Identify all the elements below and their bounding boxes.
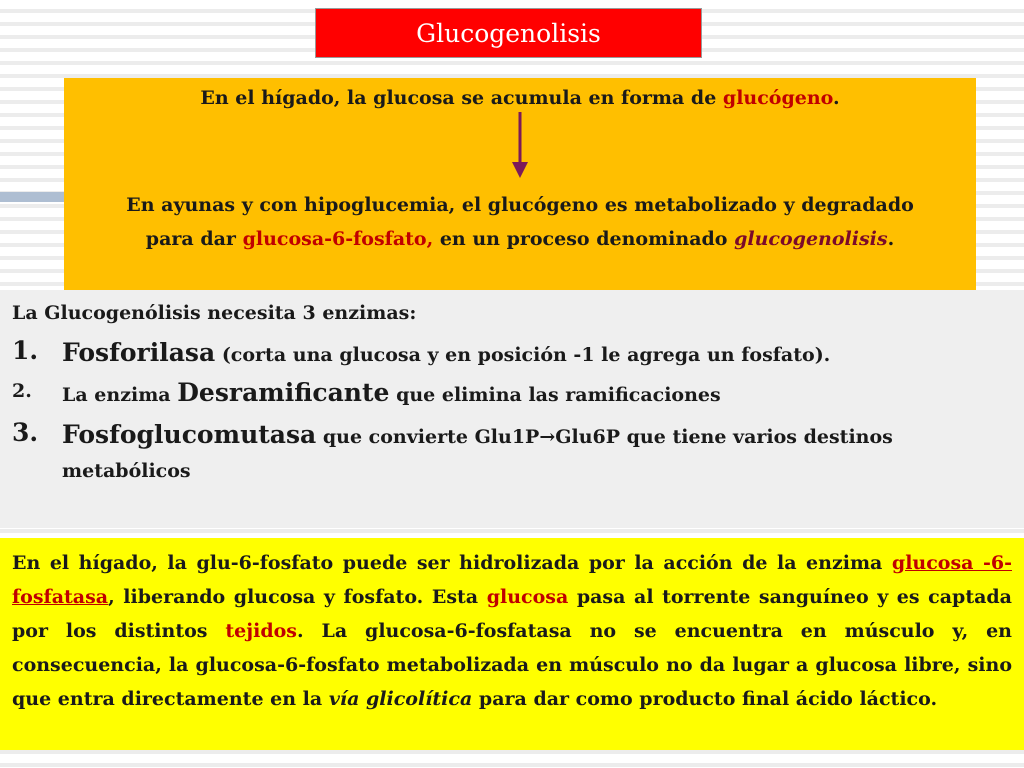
g6pase-term: glucosa -6-fosfatasa xyxy=(12,552,1012,608)
decorative-side-line xyxy=(0,192,64,202)
enzyme-item-2 xyxy=(12,376,1000,412)
item-number: 2. xyxy=(12,380,32,402)
glycogenolysis-term: glucogenolisis xyxy=(734,228,888,250)
fasting-period: . xyxy=(887,228,895,250)
enzyme-name: Fosforilasa xyxy=(62,338,216,367)
enzyme-desc-post: Glu6P que tiene varios destinos metabólicos xyxy=(62,426,893,482)
glycogen-storage-box xyxy=(64,78,976,290)
enzyme-name: Fosfoglucomutasa xyxy=(62,420,317,449)
down-arrow-icon xyxy=(510,112,530,180)
process-text: en un proceso denominado xyxy=(433,228,735,250)
storage-text: En el hígado, la glucosa se acumula en forma de xyxy=(200,87,723,109)
enzyme-desc: (corta una glucosa y en posición -1 le agrega un fosfato). xyxy=(215,344,831,366)
storage-period: . xyxy=(833,87,840,109)
enzyme-name: Desramificante xyxy=(177,378,390,407)
enzyme-desc: que convierte Glu1P xyxy=(316,426,540,448)
storage-sentence xyxy=(64,87,976,109)
liver-g6p-paragraph xyxy=(0,538,1024,750)
glycogen-term: glucógeno xyxy=(722,87,833,109)
glucose-term: glucosa xyxy=(486,586,569,608)
g6p-term: glucosa-6-fosfato, xyxy=(242,228,434,250)
item-number: 1. xyxy=(12,336,39,365)
fasting-paragraph xyxy=(114,188,926,256)
enzymes-box xyxy=(0,290,1024,528)
text-part: , liberando glucosa y fosfato. Esta xyxy=(108,586,487,608)
text-part: para dar como producto final ácido láctico. xyxy=(472,688,938,710)
tissues-term: tejidos xyxy=(225,620,297,642)
text-part: pasa al torrente sanguíneo y es captada por los distintos xyxy=(12,586,1012,642)
slide-title: Glucogenolisis xyxy=(315,8,702,58)
right-arrow-icon: → xyxy=(539,426,556,448)
text-part: En el hígado, la glu-6-fosfato puede ser hidrolizada por la acción de la enzima xyxy=(12,552,892,574)
text-part: . La glucosa-6-fosfatasa no se encuentra en músculo y, en consecuencia, la glucosa-6-fosfato metabolizada en músculo no da lugar a glucosa libre, sino que entra directamente en la xyxy=(12,620,1012,710)
enzymes-intro: La Glucogenólisis necesita 3 enzimas: xyxy=(12,302,417,324)
item-number: 3. xyxy=(12,418,39,447)
glycolytic-pathway-term: vía glicolítica xyxy=(328,688,473,710)
fasting-text: En ayunas y con hipoglucemia, el glucógeno es metabolizado y degradado para dar xyxy=(126,194,914,250)
enzyme-item-3 xyxy=(12,418,1000,488)
enzyme-item-1 xyxy=(12,336,1000,372)
enzyme-desc: que elimina las ramificaciones xyxy=(389,384,721,406)
enzyme-pre: La enzima xyxy=(62,384,178,406)
